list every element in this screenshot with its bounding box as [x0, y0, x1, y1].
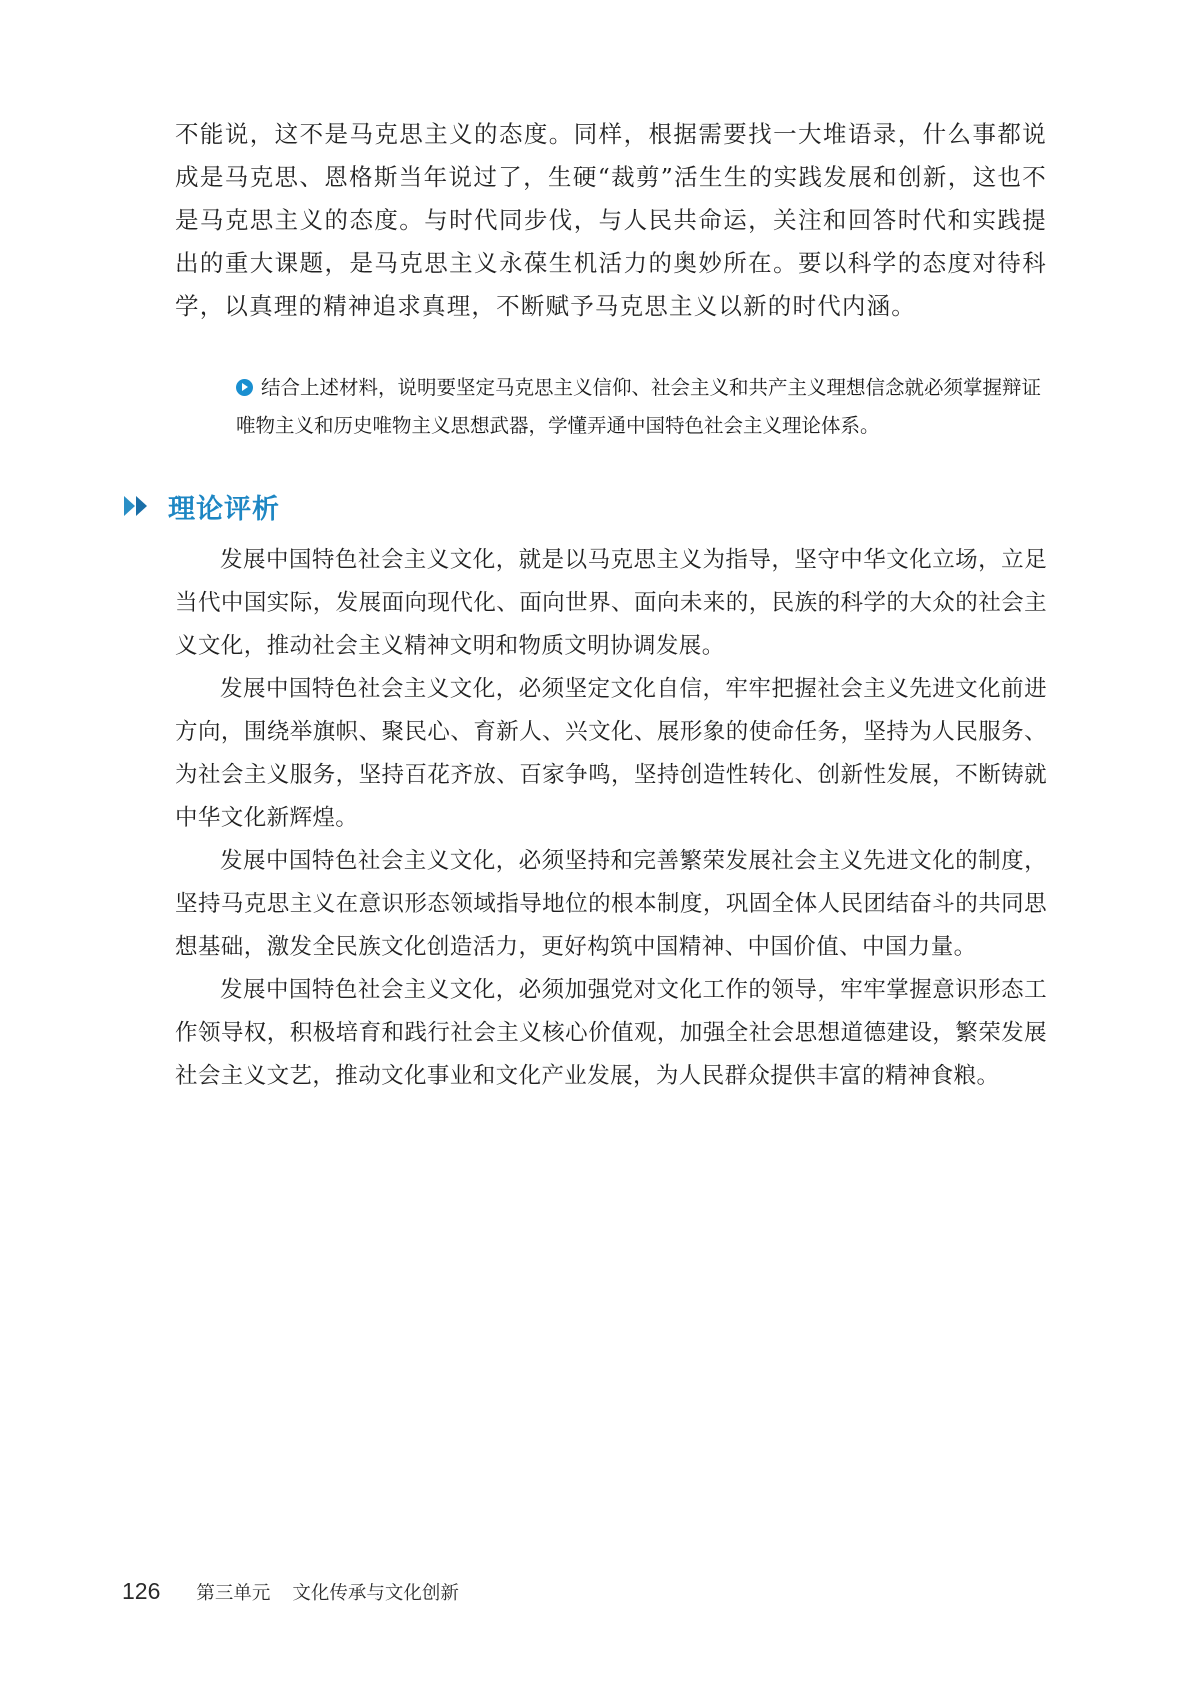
quote-paragraph: 不能说，这不是马克思主义的态度。同样，根据需要找一大堆语录，什么事都说成是马克思、恩格斯当年说过了，生硬“裁剪”活生生的实践发展和创新，这也不是马克思主义的态度。与时代同步伐，与人民共命运，关注和回答时代和实践提出的重大课题，是马克思主义永葆生机活力的奥妙所在。要以科学的态度对待科学，以真理的精神追求真理，不断赋予马克思主义以新的时代内涵。 — [175, 120, 1047, 320]
body-paragraph: 发展中国特色社会主义文化，必须加强党对文化工作的领导，牢牢掌握意识形态工作领导权，积极培育和践行社会主义核心价值观，加强全社会思想道德建设，繁荣发展社会主义文艺，推动文化事业和文化产业发展，为人民群众提供丰富的精神食粮。 — [175, 977, 1047, 1089]
page-number: 126 — [122, 1578, 161, 1604]
play-circle-icon — [236, 379, 253, 396]
unit-title: 文化传承与文化创新 — [292, 1583, 459, 1604]
body-paragraph: 发展中国特色社会主义文化，必须坚定文化自信，牢牢把握社会主义先进文化前进方向，围绕举旗帜、聚民心、育新人、兴文化、展形象的使命任务，坚持为人民服务、为社会主义服务，坚持百花齐放、百家争鸣，坚持创造性转化、创新性发展，不断铸就中华文化新辉煌。 — [175, 676, 1047, 831]
prompt-text: 结合上述材料，说明要坚定马克思主义信仰、社会主义和共产主义理想信念就必须掌握辩证唯物主义和历史唯物主义思想武器，学懂弄通中国特色社会主义理论体系。 — [236, 376, 1042, 437]
double-arrow-icon — [124, 496, 148, 516]
analysis-body — [175, 539, 1047, 1098]
section-heading — [124, 488, 280, 524]
body-paragraph: 发展中国特色社会主义文化，就是以马克思主义为指导，坚守中华文化立场，立足当代中国实际，发展面向现代化、面向世界、面向未来的，民族的科学的大众的社会主义文化，推动社会主义精神文明和物质文明协调发展。 — [175, 547, 1047, 659]
prompt-line — [193, 369, 1043, 445]
page-footer — [122, 1578, 459, 1605]
section-title: 理论评析 — [168, 493, 280, 525]
body-paragraph: 发展中国特色社会主义文化，必须坚持和完善繁荣发展社会主义先进文化的制度，坚持马克思主义在意识形态领域指导地位的根本制度，巩固全体人民团结奋斗的共同思想基础，激发全民族文化创造活力，更好构筑中国精神、中国价值、中国力量。 — [175, 848, 1047, 960]
discussion-prompt — [193, 369, 1043, 445]
unit-label: 第三单元 — [196, 1583, 271, 1604]
